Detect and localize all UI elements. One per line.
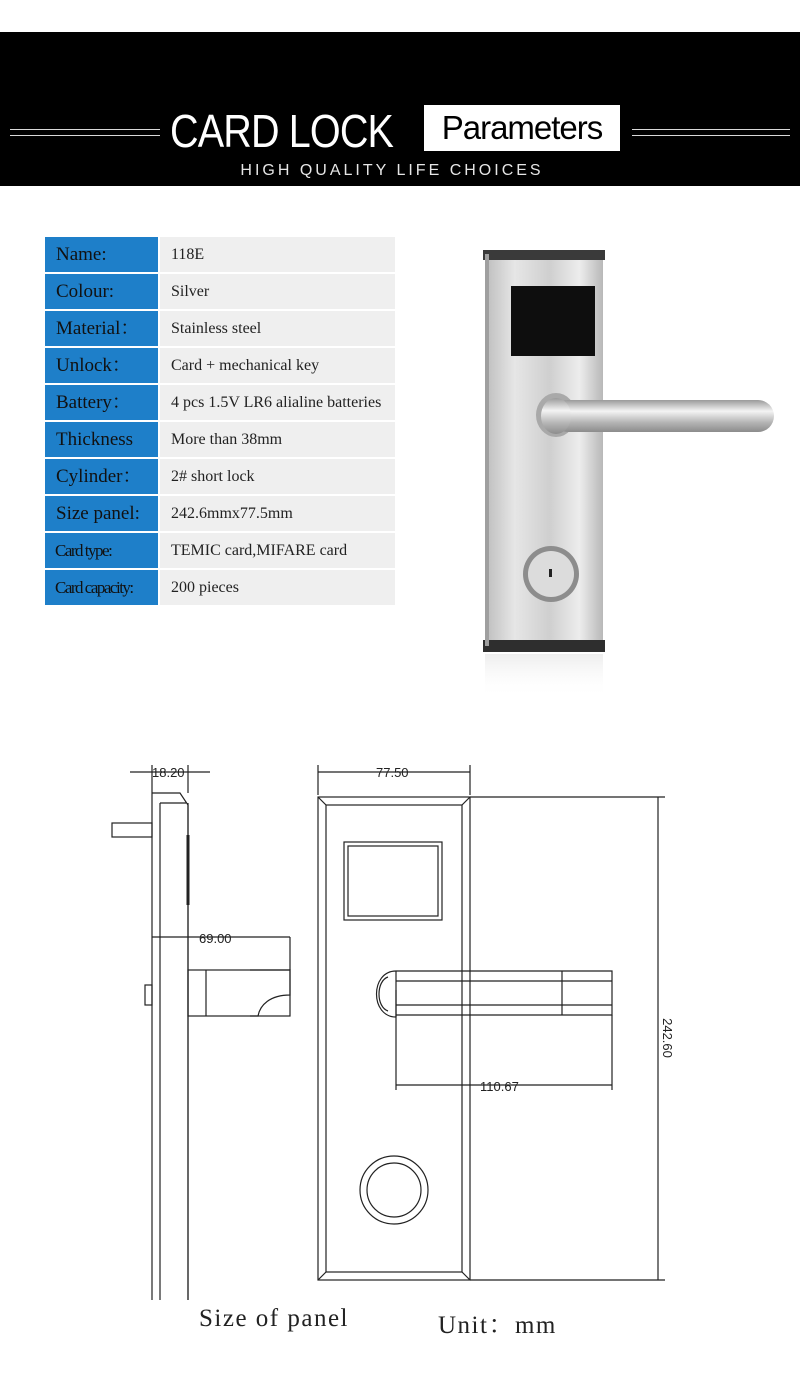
spec-value: Stainless steel xyxy=(160,311,395,346)
dim-side-thickness: 18.20 xyxy=(152,765,185,780)
lock-product-photo xyxy=(440,240,790,700)
decorative-rule xyxy=(10,129,160,130)
header-banner xyxy=(0,32,800,186)
decorative-rule xyxy=(632,129,790,130)
spec-row xyxy=(45,458,395,495)
spec-value: 200 pieces xyxy=(160,570,395,605)
card-reader-window xyxy=(511,286,595,356)
banner-title: CARD LOCK xyxy=(170,105,394,157)
spec-key: Material： xyxy=(45,311,158,346)
spec-row xyxy=(45,384,395,421)
spec-value: Card + mechanical key xyxy=(160,348,395,383)
spec-value: 2# short lock xyxy=(160,459,395,494)
banner-title-badge-text: Parameters xyxy=(441,109,603,146)
spec-key: Card capacity: xyxy=(45,570,158,605)
spec-key: Battery： xyxy=(45,385,158,420)
caption-unit: Unit：mm xyxy=(438,1312,557,1339)
spec-value: 242.6mmx77.5mm xyxy=(160,496,395,531)
front-view xyxy=(318,765,665,1280)
spec-row xyxy=(45,532,395,569)
banner-subtitle: HIGH QUALITY LIFE CHOICES xyxy=(240,162,544,179)
spec-key: Card type: xyxy=(45,533,158,568)
spec-key: Thickness xyxy=(45,422,158,457)
spec-key: Unlock： xyxy=(45,348,158,383)
spec-key: Name: xyxy=(45,237,158,272)
spec-value: Silver xyxy=(160,274,395,309)
dimension-drawing xyxy=(100,755,690,1300)
decorative-rule xyxy=(632,135,790,136)
spec-row xyxy=(45,310,395,347)
spec-value: TEMIC card,MIFARE card xyxy=(160,533,395,568)
decorative-rule xyxy=(10,135,160,136)
spec-table xyxy=(45,236,395,606)
dim-handle-length: 110.67 xyxy=(480,1079,519,1094)
key-cylinder xyxy=(523,546,579,602)
spec-row xyxy=(45,495,395,532)
dim-panel-width: 77.50 xyxy=(376,765,409,780)
spec-row xyxy=(45,347,395,384)
spec-value: More than 38mm xyxy=(160,422,395,457)
spec-key: Cylinder： xyxy=(45,459,158,494)
side-view xyxy=(112,765,290,1300)
dim-panel-height: 242.60 xyxy=(660,1018,675,1058)
spec-row xyxy=(45,236,395,273)
spec-row xyxy=(45,569,395,606)
spec-value: 118E xyxy=(160,237,395,272)
caption-size-of-panel: Size of panel xyxy=(199,1305,350,1332)
spec-key: Colour: xyxy=(45,274,158,309)
spec-value: 4 pcs 1.5V LR6 alialine batteries xyxy=(160,385,395,420)
photo-reflection xyxy=(485,654,603,698)
dim-handle-depth: 69.00 xyxy=(199,931,232,946)
spec-row xyxy=(45,421,395,458)
spec-key: Size panel: xyxy=(45,496,158,531)
spec-row xyxy=(45,273,395,310)
banner-title-badge xyxy=(424,105,620,151)
